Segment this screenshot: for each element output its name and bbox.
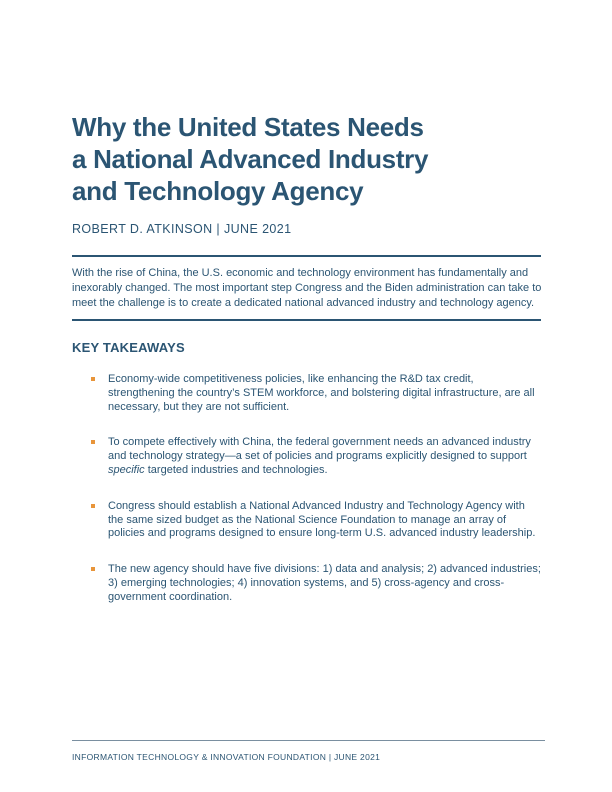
key-takeaways-heading: KEY TAKEAWAYS (72, 340, 185, 355)
takeaway-text: Economy-wide competitiveness policies, like enhancing the R&D tax credit, strengthening the country’s STEM workforce, and bolstering digital infrastructure, are all necessary, but they are not sufficient. (108, 373, 535, 413)
takeaway-item-1 (72, 373, 542, 414)
title-line-1: Why the United States Needs (72, 112, 424, 142)
key-takeaways-list (72, 373, 542, 627)
summary-top-divider (72, 255, 541, 257)
takeaway-text: The new agency should have five divisions: 1) data and analysis; 2) advanced industries; 3) emerging technologies; 4) innovation systems, and 5) cross-agency and cross-government coordination. (108, 563, 541, 603)
page-footer: INFORMATION TECHNOLOGY & INNOVATION FOUNDATION | JUNE 2021 (72, 752, 381, 762)
takeaway-item-2 (72, 436, 542, 477)
square-bullet-icon (91, 504, 95, 508)
takeaway-item-4 (72, 563, 542, 604)
summary-paragraph: With the rise of China, the U.S. economic and technology environment has fundamentally and inexorably changed. The most important step Congress and the Biden administration can take to meet the challenge is to create a dedicated national advanced industry and technology agency. (72, 267, 542, 309)
title-line-2: a National Advanced Industry (72, 144, 429, 174)
author-date-byline: ROBERT D. ATKINSON | JUNE 2021 (72, 222, 292, 236)
takeaway-item-3 (72, 500, 542, 541)
report-title (72, 111, 552, 207)
summary-bottom-divider (72, 319, 541, 321)
takeaway-emphasis: specific (108, 463, 145, 476)
square-bullet-icon (91, 377, 95, 381)
title-line-3: and Technology Agency (72, 176, 364, 206)
takeaway-text-end: targeted industries and technologies. (144, 463, 328, 476)
square-bullet-icon (91, 440, 95, 444)
square-bullet-icon (91, 567, 95, 571)
footer-divider (72, 740, 545, 741)
takeaway-text: Congress should establish a National Advanced Industry and Technology Agency with the same sized budget as the National Science Foundation to manage an array of policies and programs designed to ensure long-term U.S. advanced industry leadership. (108, 499, 536, 540)
takeaway-text: To compete effectively with China, the federal government needs an advanced industry and technology strategy—a set of policies and programs explicitly designed to support (108, 436, 531, 463)
